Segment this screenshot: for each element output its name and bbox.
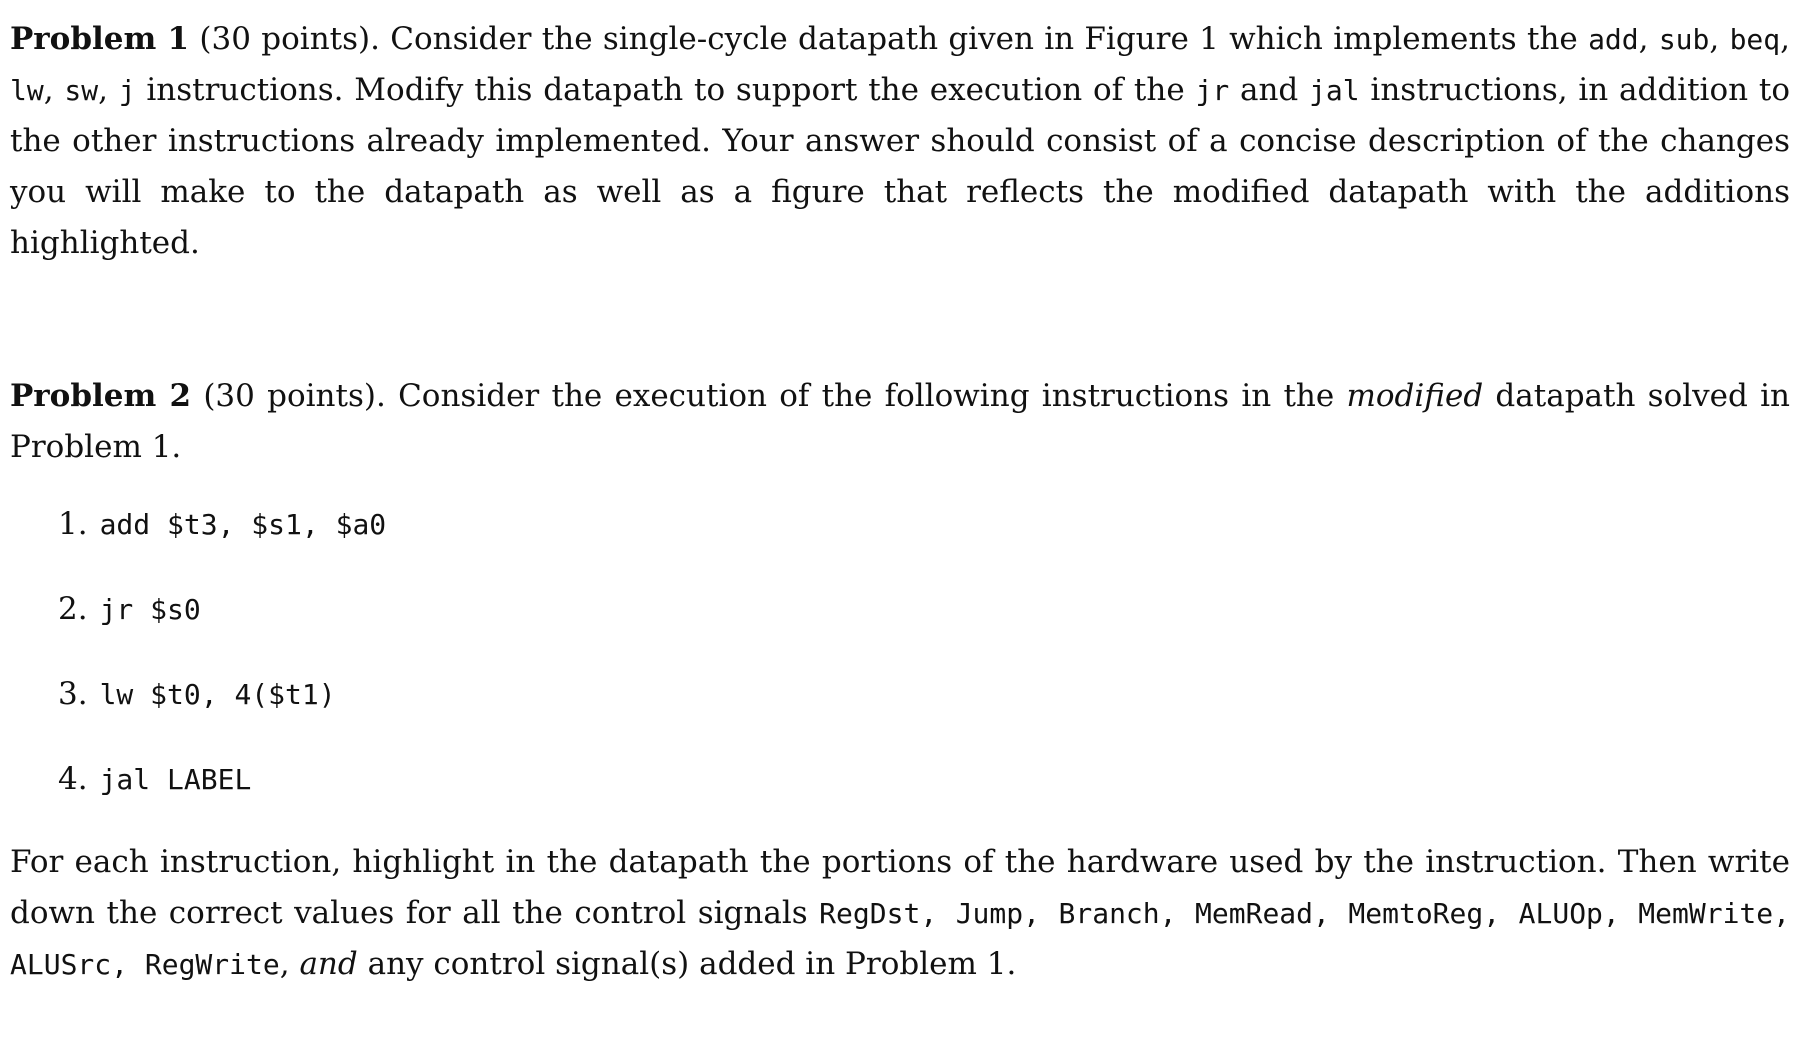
problem-2-text-a: Consider the execution of the following instructions in the bbox=[398, 378, 1335, 414]
list-item-number: 2. bbox=[58, 591, 88, 627]
problem-1-text-b: instructions. Modify this datapath to support the execution of the bbox=[146, 72, 1185, 108]
problem-2-text-b: datapath solved in Problem 1. bbox=[10, 378, 1790, 465]
instr-add: add bbox=[1588, 23, 1639, 56]
list-item-code: add $t3, $s1, $a0 bbox=[99, 508, 387, 541]
followup-comma: , bbox=[279, 946, 290, 982]
list-item bbox=[58, 584, 1790, 635]
instr-lw: lw bbox=[10, 74, 44, 107]
list-item-code: jr $s0 bbox=[99, 593, 201, 626]
instr-jr: jr bbox=[1195, 74, 1230, 107]
list-item-number: 4. bbox=[58, 761, 88, 797]
problem-1-paragraph: Problem 1 (30 points). Consider the single-cycle datapath given in Figure 1 which implements the add, sub, beq, lw, sw, j instructions. Modify this datapath to support the execution of the jr and jal instructions, in addition to the other instructions already implemented. Your answer should consist of a concise description of the changes you will make to the datapath as well as a figure that reflects the modified datapath with the additions highlighted. bbox=[10, 21, 1791, 261]
problem-1-and: and bbox=[1239, 72, 1299, 108]
list-item-number: 1. bbox=[58, 506, 88, 542]
list-item-number: 3. bbox=[58, 676, 88, 712]
instr-jal: jal bbox=[1309, 74, 1360, 107]
problem-1-text-a: Consider the single-cycle datapath given in Figure 1 which implements the bbox=[390, 21, 1578, 57]
list-item bbox=[58, 499, 1790, 550]
problem-2-followup bbox=[10, 837, 1790, 990]
list-item bbox=[58, 754, 1790, 805]
followup-text-a: For each instruction, highlight in the datapath the portions of the hardware used by the instruction. Then write down the correct values for all the control signals bbox=[10, 844, 1790, 931]
control-signals: RegDst, Jump, Branch, MemRead, MemtoReg, ALUOp, MemWrite, ALUSrc, RegWrite bbox=[10, 897, 1790, 981]
list-item bbox=[58, 669, 1790, 720]
instr-beq: beq bbox=[1729, 23, 1781, 56]
instruction-list bbox=[10, 499, 1790, 805]
problem-1-text-c: instructions, in addition to the other instructions already implemented. Your answer should consist of a concise description of the changes you will make to the datapath as well as a figure that reflects the modified datapath with the additions highlighted. bbox=[10, 72, 1790, 261]
document-page bbox=[10, 14, 1790, 990]
problem-2-modified: modified bbox=[1346, 378, 1484, 414]
instr-sub: sub bbox=[1658, 23, 1710, 56]
instr-sw: sw bbox=[64, 74, 99, 107]
problem-2-heading: Problem 2 bbox=[10, 378, 192, 414]
list-item-code: jal LABEL bbox=[99, 763, 252, 796]
problem-1-points: (30 points). bbox=[199, 21, 380, 57]
instr-j: j bbox=[118, 74, 136, 107]
list-item-code: lw $t0, 4($t1) bbox=[99, 678, 336, 711]
problem-2-paragraph bbox=[10, 371, 1790, 473]
problem-1-heading: Problem 1 bbox=[10, 21, 190, 57]
followup-text-b: any control signal(s) added in Problem 1. bbox=[367, 946, 1017, 982]
problem-2-points: (30 points). bbox=[203, 378, 386, 414]
followup-and: and bbox=[299, 946, 358, 982]
